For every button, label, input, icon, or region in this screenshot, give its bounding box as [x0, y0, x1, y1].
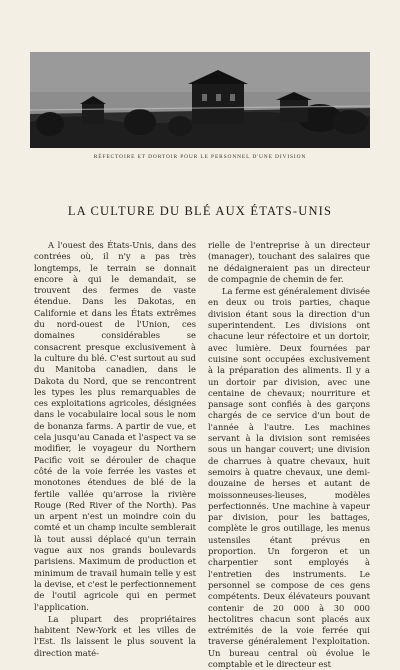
article-body [34, 240, 370, 669]
paragraph: rielle de l'entreprise à un directeur (manager), touchant des salaires que ne dédaigneraient pas un directeur de compagnie de chemin de fer. [208, 240, 370, 284]
text-column-left [34, 240, 196, 658]
paragraph: A l'ouest des États-Unis, dans des contrées où, il n'y a pas très longtemps, le terrain se donnait encore à qui le demandait, se trouvent des fermes de vaste étendue. Dans les Dakotas, en Californie et dans les États extrêmes du nord-ouest de l'Union, ces domaines considérables se consacrent presque exclusivement à la culture du blé. C'est surtout au sud du Manitoba canadien, dans le Dakota du Nord, que se rencontrent les types les plus remarquables de ces exploitations agricoles, désignées dans le vocabulaire local sous le nom de bonanza farms. A partir de vue, et cela jusqu'au Canada et l'aspect va se modifier, le voyageur du Northern Pacific voit se dérouler de chaque côté de la voie ferrée les vastes et monotones étendues de blé de la fertile vallée qu'arrose la rivière Rouge (Red River of the North). Pas un arpent n'est un moindre coin du comté et un champ inculte semblerait là tout aussi déplacé qu'un terrain vague aux nos grands boulevards parisiens. Maximum de production et minimum de travail humain telle y est la devise, et c'est le perfectionnement de l'outil agricole qui en permet l'application. [34, 240, 196, 612]
text-column-right [208, 240, 370, 669]
engraving-illustration [30, 52, 370, 148]
illustration-drawing [30, 52, 370, 148]
article-title: LA CULTURE DU BLÉ AUX ÉTATS-UNIS [67, 204, 333, 218]
illustration-caption: RÉFECTOIRE ET DORTOIR POUR LE PERSONNEL D'UNE DIVISION [93, 154, 307, 160]
paragraph: La ferme est généralement divisée en deux ou trois parties, chaque division étant sous la direction d'un superintendent. Les divisions ont chacune leur réfectoire et un dortoir, avec lumière. Deux fournées par cuisine sont occupées exclusivement à la préparation des aliments. Il y a un dortoir par division, avec une centaine de chevaux; nourriture et pansage sont confiés à des garçons chargés de ce service d'un bout de l'année à l'autre. Les machines servant à la division sont remisées sous un hangar couvert; une division de charrues à quatre chevaux, huit semoirs à quatre chevaux, une demi-douzaine de herses et autant de moissonneuses-lieuses, modèles perfectionnés. Une machine à vapeur par division, pour les battages, complète le gros outillage, les menus ustensiles étant prévus en proportion. Un forgeron et un charpentier sont employés à l'entretien des instruments. Le personnel se compose de ces gens compétents. Deux élévateurs pouvant contenir de 20 000 à 30 000 hectolitres chacun sont placés aux extrémités de la voie ferrée qui traverse généralement l'exploitation. Un bureau central où évolue le comptable et le directeur est [208, 286, 370, 669]
paragraph: La plupart des propriétaires habitent New-York et les villes de l'Est. Ils laissent le plus souvent la direction maté- [34, 613, 196, 658]
